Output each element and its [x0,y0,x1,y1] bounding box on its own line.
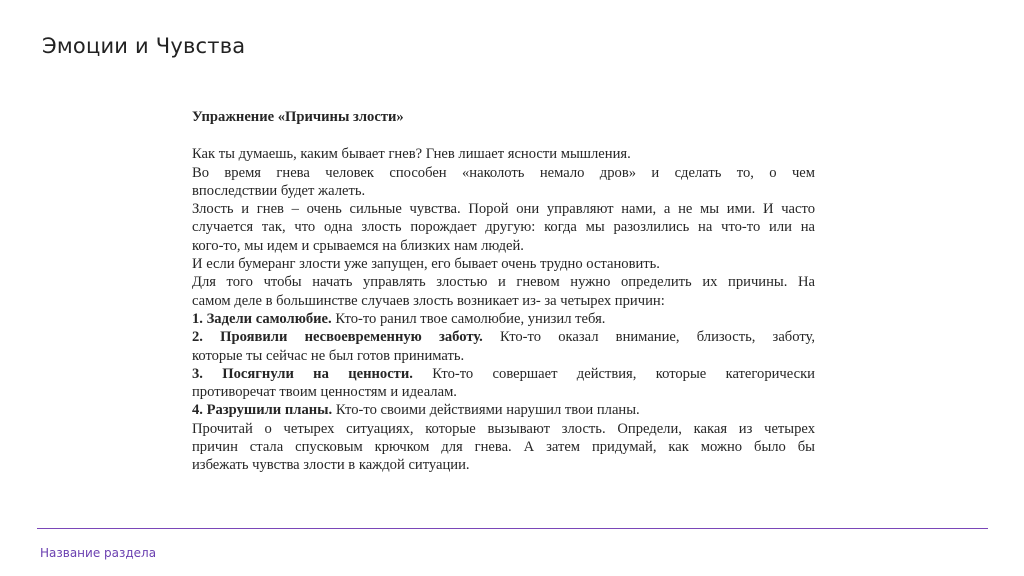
reason-heading: 4. Разрушили планы. [192,402,333,419]
reason-text: Кто-то оказал внимание, близость, заботу, [482,329,815,346]
text-line: причин стала спусковым крючком для гнева. А затем придумай, как можно было бы [192,439,815,456]
text-line: самом деле в большинстве случаев злость возникает из- за четырех причин: [192,292,665,309]
text-line: кого-то, мы идем и срываемся на близких нам людей. [192,237,524,254]
text-line: случается так, что одна злость порождает другую: когда мы разозлились на что-то или на [192,219,815,236]
reason-item-4 [192,401,815,419]
text-line: Злость и гнев – очень сильные чувства. Порой они управляют нами, а не мы ими. И часто [192,201,815,218]
text-line: Для того чтобы начать управлять злостью и гневом нужно определить их причины. На [192,274,815,291]
text-line: Как ты думаешь, каким бывает гнев? Гнев лишает ясности мышления. [192,146,631,163]
exercise-document [192,108,815,475]
reason-item-1 [192,310,815,328]
reason-text: Кто-то ранил твое самолюбие, унизил тебя. [331,310,606,327]
text-line: Прочитай о четырех ситуациях, которые вызывают злость. Определи, какая из четырех [192,420,815,437]
reason-item-2 [192,328,815,346]
reason-text: Кто-то совершает действия, которые категорически [412,365,815,382]
reason-heading: 2. Проявили несвоевременную заботу. [192,329,483,346]
section-name: Название раздела [40,546,157,560]
text-line: И если бумеранг злости уже запущен, его бывает очень трудно остановить. [192,256,660,273]
slide-title: Эмоции и Чувства [42,34,246,58]
reason-heading: 1. Задели самолюбие. [192,310,332,327]
text-line: избежать чувства злости в каждой ситуации. [192,457,470,474]
footer-divider [37,528,988,529]
exercise-title: Упражнение «Причины злости» [192,109,404,125]
text-line: Во время гнева человек способен «наколоть немало дров» и сделать то, о чем [192,164,815,181]
reason-continuation: которые ты сейчас не был готов принимать. [192,347,465,364]
text-line: впоследствии будет жалеть. [192,182,366,199]
reason-text: Кто-то своими действиями нарушил твои планы. [332,402,640,419]
reason-heading: 3. Посягнули на ценности. [192,365,413,382]
reason-item-3 [192,365,815,383]
reason-continuation: противоречат твоим ценностям и идеалам. [192,384,457,401]
